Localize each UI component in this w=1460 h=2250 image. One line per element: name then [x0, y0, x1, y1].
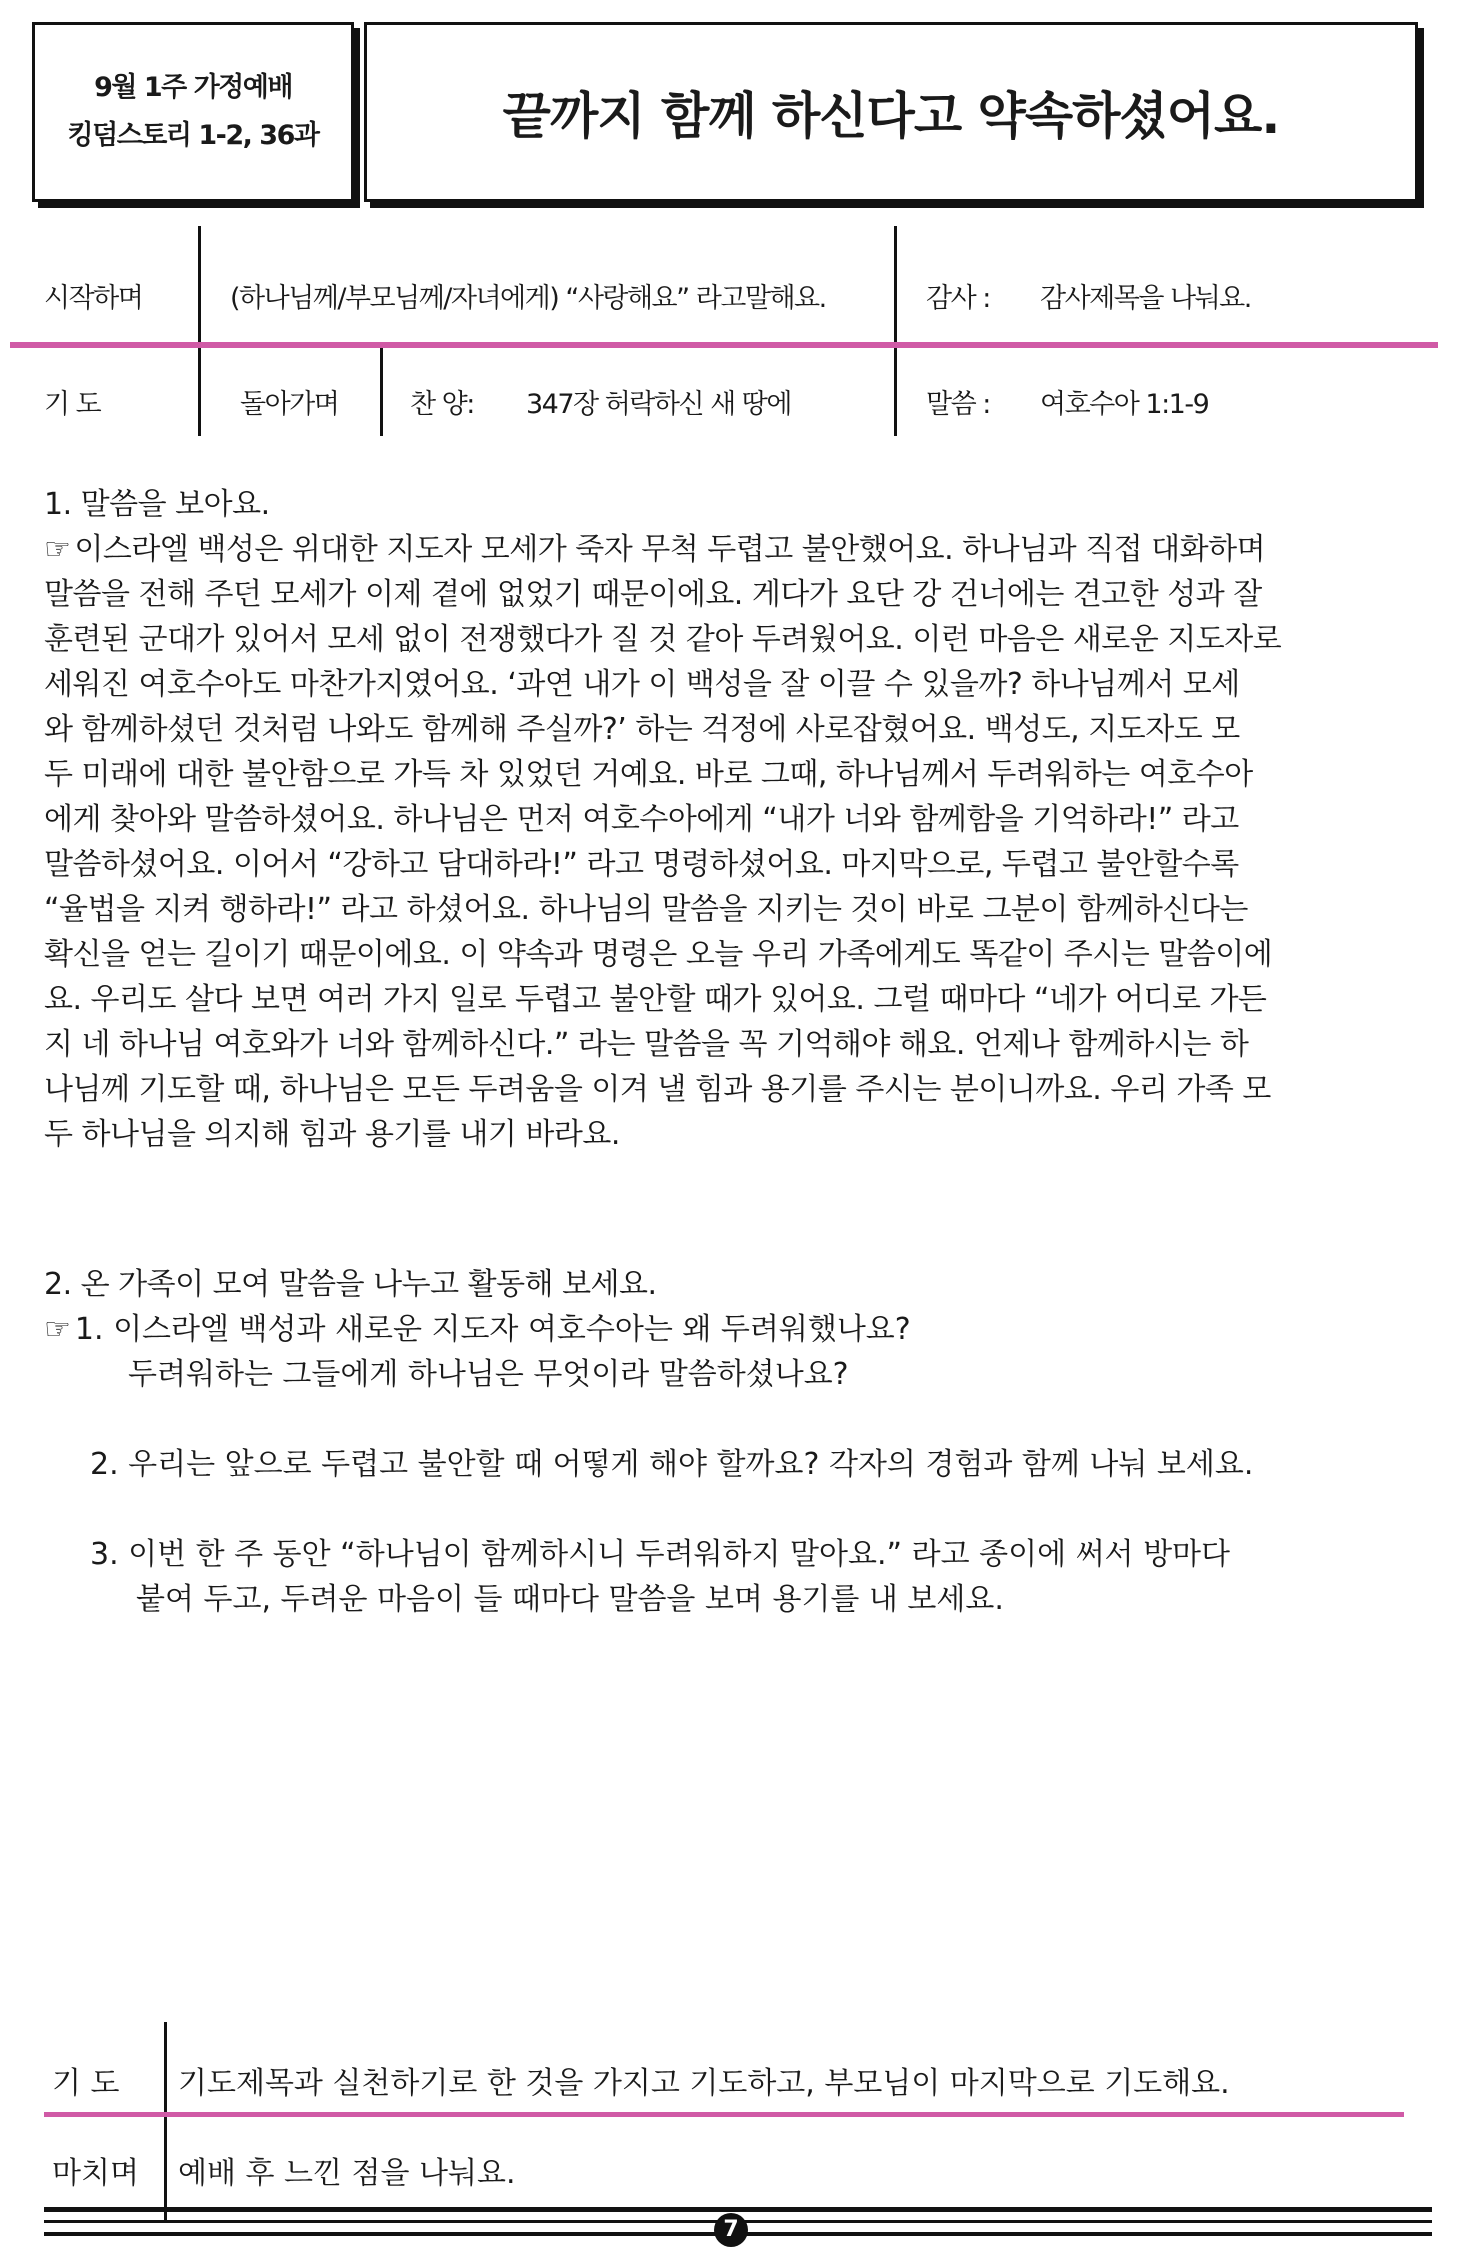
- paragraph-line: 나님께 기도할 때, 하나님은 모든 두려움을 이겨 낼 힘과 용기를 주시는 분이니까요. 우리 가족 모: [44, 1072, 1271, 1107]
- divider: [894, 348, 897, 436]
- word-label: 말씀 :: [926, 389, 990, 420]
- prayer-text: 돌아가며: [240, 389, 339, 420]
- week-info-box: [32, 22, 354, 202]
- question-1-line2: 두려워하는 그들에게 하나님은 무엇이라 말씀하셨나요?: [128, 1357, 849, 1392]
- footer-prayer-label: 기 도: [52, 2066, 120, 2101]
- paragraph-line: 와 함께하셨던 것처럼 나와도 함께해 주실까?’ 하는 걱정에 사로잡혔어요. 백성도, 지도자도 모: [44, 712, 1240, 747]
- divider: [894, 226, 897, 342]
- page-number: 7: [714, 2213, 748, 2247]
- divider: [198, 348, 201, 436]
- paragraph-line: 훈련된 군대가 있어서 모세 없이 전쟁했다가 질 것 같아 두려웠어요. 이런 마음은 새로운 지도자로: [44, 622, 1282, 657]
- paragraph-line: 두 하나님을 의지해 힘과 용기를 내기 바라요.: [44, 1117, 620, 1152]
- divider: [164, 2022, 167, 2222]
- footer-bar: [44, 2207, 1432, 2212]
- paragraph-line: 말씀을 전해 주던 모세가 이제 곁에 없었기 때문이에요. 게다가 요단 강 건너에는 견고한 성과 잘: [44, 577, 1262, 612]
- paragraph-line: 말씀하셨어요. 이어서 “강하고 담대하라!” 라고 명령하셨어요. 마지막으로, 두렵고 불안할수록: [44, 847, 1239, 882]
- paragraph-line: 확신을 얻는 길이기 때문이에요. 이 약속과 명령은 오늘 우리 가족에게도 똑같이 주시는 말씀이에: [44, 937, 1273, 972]
- question-3: 3. 이번 한 주 동안 “하나님이 함께하시니 두려워하지 말아요.” 라고 종이에 써서 방마다: [90, 1537, 1231, 1572]
- question-1: ☞ 1. 이스라엘 백성과 새로운 지도자 여호수아는 왜 두려워했나요?: [44, 1312, 911, 1347]
- paragraph-line: 에게 찾아와 말씀하셨어요. 하나님은 먼저 여호수아에게 “내가 너와 함께함을 기억하라!” 라고: [44, 802, 1239, 837]
- closing-label: 마치며: [52, 2156, 139, 2191]
- paragraph-line: 지 네 하나님 여호와가 너와 함께하신다.” 라는 말씀을 꼭 기억해야 해요. 언제나 함께하시는 하: [44, 1027, 1249, 1062]
- divider: [198, 226, 201, 342]
- pink-separator: [10, 342, 1438, 348]
- question-3-line2: 붙여 두고, 두려운 마음이 들 때마다 말씀을 보며 용기를 내 보세요.: [136, 1582, 1004, 1617]
- prayer-label: 기 도: [44, 389, 101, 420]
- paragraph-line: 두 미래에 대한 불안함으로 가득 차 있었던 거예요. 바로 그때, 하나님께서 두려워하는 여호수아: [44, 757, 1253, 792]
- closing-text: 예배 후 느낀 점을 나눠요.: [178, 2156, 516, 2191]
- section1-heading: 1. 말씀을 보아요.: [44, 487, 270, 522]
- section1-paragraph: ☞ 이스라엘 백성은 위대한 지도자 모세가 죽자 무척 두렵고 불안했어요. 하나님과 직접 대화하며 말씀을 전해 주던 모세가 이제 곁에 없었기 때문이에요. 게다가 요단 강 건너에는 견고한 성과 잘 훈련된 군대가 있어서 모세 없이 전쟁했다가 질 것 같아 두려웠어요. 이런 마음은 새로운 지도자로 세워진 여호수아도 마찬가지였어요. ‘과연 내가 이 백성을 잘 이끌 수 있을까? 하나님께서 모세 와 함께하셨던 것처럼 나와도 함께해 주실까?’ 하는 걱정에 사로잡혔어요. 백성도, 지도자도 모 두 미래에 대한 불안함으로 가득 차 있었던 거예요. 바로 그때, 하나님께서 두려워하는 여호수아 에게 찾아와 말씀하셨어요. 하나님은 먼저 여호수아에게 “내가 너와 함께함을 기억하라!” 라고 말씀하셨어요. 이어서 “강하고 담대하라!” 라고 명령하셨어요. 마지막으로, 두렵고 불안할수록 “율법을 지켜 행하라!” 라고 하셨어요. 하나님의 말씀을 지키는 것이 바로 그분이 함께하신다는 확신을 얻는 길이기 때문이에요. 이 약속과 명령은 오늘 우리 가족에게도 똑같이 주시는 말씀이에 요. 우리도 살다 보면 여러 가지 일로 두렵고 불안할 때가 있어요. 그럴 때마다 “네가 어디로 가든 지 네 하나님 여호와가 너와 함께하신다.” 라는 말씀을 꼭 기억해야 해요. 언제나 함께하시는 하 나님께 기도할 때, 하나님은 모든 두려움을 이겨 낼 힘과 용기를 주시는 분이니까요. 우리 가족 모 두 하나님을 의지해 힘과 용기를 내기 바라요.: [44, 527, 1281, 1157]
- start-label: 시작하며: [44, 283, 143, 314]
- paragraph-line: 세워진 여호수아도 마찬가지였어요. ‘과연 내가 이 백성을 잘 이끌 수 있을까? 하나님께서 모세: [44, 667, 1240, 702]
- section2-heading: 2. 온 가족이 모여 말씀을 나누고 활동해 보세요.: [44, 1267, 657, 1302]
- question-2: 2. 우리는 앞으로 두렵고 불안할 때 어떻게 해야 할까요? 각자의 경험과 함께 나눠 보세요.: [90, 1447, 1254, 1482]
- week-label: 9월 1주 가정예배: [94, 72, 292, 103]
- footer-prayer-text: 기도제목과 실천하기로 한 것을 가지고 기도하고, 부모님이 마지막으로 기도해요.: [178, 2066, 1230, 2101]
- thanks-label: 감사 :: [926, 283, 990, 314]
- page-title: 끝까지 함께 하신다고 약속하셨어요.: [502, 87, 1280, 145]
- paragraph-line: 요. 우리도 살다 보면 여러 가지 일로 두렵고 불안할 때가 있어요. 그럴 때마다 “네가 어디로 가든: [44, 982, 1267, 1017]
- start-text: (하나님께/부모님께/자녀에게) “사랑해요” 라고말해요.: [230, 283, 826, 314]
- pointer-icon: ☞: [44, 532, 71, 567]
- hymn-label: 찬 양:: [410, 389, 474, 420]
- word-text: 여호수아 1:1-9: [1040, 389, 1209, 420]
- hymn-text: 347장 허락하신 새 땅에: [526, 389, 791, 420]
- divider: [380, 348, 383, 436]
- paragraph-line: “율법을 지켜 행하라!” 라고 하셨어요. 하나님의 말씀을 지키는 것이 바로 그분이 함께하신다는: [44, 892, 1248, 927]
- pink-separator: [44, 2112, 1404, 2117]
- title-box: [364, 22, 1418, 202]
- lesson-label: 킹덤스토리 1-2, 36과: [67, 120, 319, 151]
- pointer-icon: ☞: [44, 1312, 71, 1347]
- thanks-text: 감사제목을 나눠요.: [1040, 283, 1251, 314]
